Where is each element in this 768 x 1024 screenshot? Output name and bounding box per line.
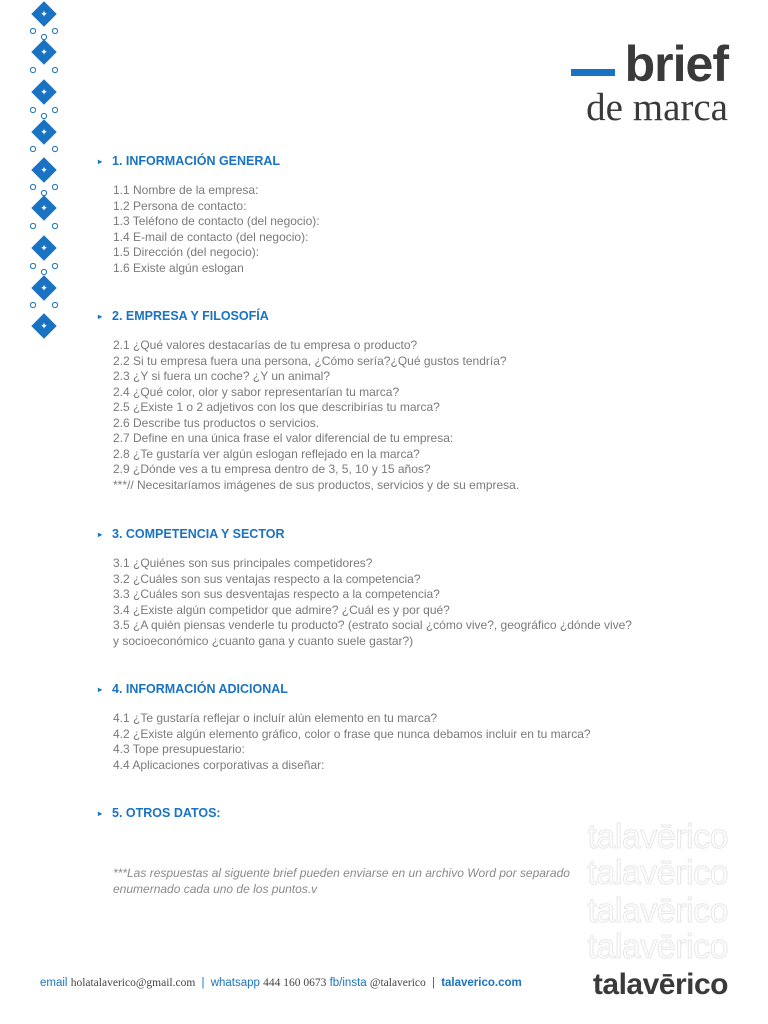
list-item: 1.3 Teléfono de contacto (del negocio):	[113, 214, 320, 228]
watermark-logo: talavērico	[587, 818, 728, 856]
section-items	[113, 711, 638, 773]
watermark-logo: talavērico	[587, 928, 728, 966]
star-icon: ✦	[40, 88, 48, 98]
list-item: 4.4 Aplicaciones corporativas a diseñar:	[113, 757, 325, 772]
list-item: 2.5 ¿Existe 1 o 2 adjetivos con los que describirías tu marca?	[113, 400, 440, 414]
list-item: 2.2 Si tu empresa fuera una persona, ¿Cómo sería?¿Qué gustos tendría?	[113, 353, 507, 368]
whatsapp-label: whatsapp	[210, 977, 260, 989]
list-item: 1.2 Persona de contacto:	[113, 198, 247, 213]
list-item: 3.2 ¿Cuáles son sus ventajas respecto a la competencia?	[113, 571, 421, 586]
ring-ornament-icon	[52, 223, 57, 228]
ring-ornament-icon	[52, 184, 57, 189]
list-item: 4.3 Tope presupuestario:	[113, 742, 245, 756]
section-heading: ▸ 3. COMPETENCIA Y SECTOR	[98, 527, 285, 541]
list-item: 3.5 ¿A quién piensas venderle tu producto? (estrato social ¿cómo vive?, geográfico ¿dónde vive? y socioeconómico ¿cuanto gana y cuanto suele gastar?)	[113, 618, 632, 648]
ring-ornament-icon	[30, 302, 35, 307]
list-item: 3.4 ¿Existe algún competidor que admire? ¿Cuál es y por qué?	[113, 602, 450, 617]
section-heading: ▸ 4. INFORMACIÓN ADICIONAL	[98, 682, 288, 696]
decorative-diamond-border	[30, 0, 58, 340]
list-item: ***// Necesitaríamos imágenes de sus productos, servicios y de su empresa.	[113, 477, 520, 492]
separator: |	[432, 977, 435, 989]
separator: |	[201, 977, 205, 989]
section-items	[113, 183, 638, 276]
ring-ornament-icon	[41, 190, 46, 195]
list-item: 1.6 Existe algún eslogan	[113, 260, 244, 275]
list-item: 1.5 Dirección (del negocio):	[113, 245, 260, 259]
list-item: 1.1 Nombre de la empresa:	[113, 183, 259, 197]
bullet-icon: ▸	[98, 156, 103, 166]
list-item: 3.3 ¿Cuáles son sus desventajas respecto a la competencia?	[113, 587, 440, 601]
ring-ornament-icon	[30, 146, 35, 151]
email-link[interactable]: holatalaverico@gmail.com	[70, 977, 196, 989]
ring-ornament-icon	[30, 184, 35, 189]
star-icon: ✦	[40, 322, 48, 332]
website-link[interactable]: talaverico.com	[441, 977, 522, 989]
section-2	[98, 307, 638, 493]
section-items	[113, 338, 638, 493]
list-item: 2.1 ¿Qué valores destacarías de tu empresa o producto?	[113, 338, 418, 352]
list-item: 1.4 E-mail de contacto (del negocio):	[113, 229, 309, 244]
ring-ornament-icon	[52, 107, 57, 112]
bullet-icon: ▸	[98, 684, 103, 694]
list-item: 3.1 ¿Quiénes son sus principales competidores?	[113, 556, 373, 570]
list-item: 2.3 ¿Y si fuera un coche? ¿Y un animal?	[113, 369, 331, 383]
header	[571, 38, 728, 128]
bullet-icon: ▸	[98, 311, 103, 321]
ring-ornament-icon	[30, 223, 35, 228]
star-icon: ✦	[40, 244, 48, 254]
watermark-logo: talavērico	[587, 892, 728, 930]
ring-ornament-icon	[30, 28, 35, 33]
bullet-icon: ▸	[98, 529, 103, 539]
star-icon: ✦	[40, 128, 48, 138]
ring-ornament-icon	[41, 34, 46, 39]
social-label: fb/insta	[329, 977, 367, 989]
contact-footer	[40, 977, 522, 989]
star-icon: ✦	[40, 284, 48, 294]
title-de-marca: de marca	[586, 86, 728, 129]
ring-ornament-icon	[41, 113, 46, 118]
section-heading: ▸ 1. INFORMACIÓN GENERAL	[98, 154, 281, 168]
ring-ornament-icon	[30, 67, 35, 72]
ring-ornament-icon	[52, 146, 57, 151]
footnote: ***Las respuestas al siguente brief pueden enviarse en un archivo Word por separado enumernado cada uno de los puntos.v	[113, 866, 570, 896]
ring-ornament-icon	[30, 263, 35, 268]
ring-ornament-icon	[52, 302, 57, 307]
ring-ornament-icon	[41, 269, 46, 274]
brand-logo: talavērico	[592, 968, 728, 1001]
whatsapp-number[interactable]: 444 160 0673	[263, 977, 327, 989]
ring-ornament-icon	[52, 67, 57, 72]
email-label: email	[40, 977, 68, 989]
title-brief: brief	[624, 36, 728, 92]
list-item: 4.2 ¿Existe algún elemento gráfico, color o frase que nunca debamos incluir en tu marca?	[113, 726, 591, 741]
section-heading: ▸ 2. EMPRESA Y FILOSOFÍA	[98, 309, 269, 323]
section-4	[98, 680, 638, 773]
list-item: 4.1 ¿Te gustaría reflejar o incluír alún elemento en tu marca?	[113, 711, 438, 725]
section-3	[98, 525, 638, 649]
star-icon: ✦	[40, 10, 48, 20]
watermark-logo: talavērico	[587, 854, 728, 892]
list-item: 2.6 Describe tus productos o servicios.	[113, 415, 320, 430]
list-item: 2.8 ¿Te gustaría ver algún eslogan reflejado en la marca?	[113, 446, 420, 461]
ring-ornament-icon	[52, 263, 57, 268]
section-heading: ▸ 5. OTROS DATOS:	[98, 806, 221, 820]
star-icon: ✦	[40, 48, 48, 58]
ring-ornament-icon	[52, 28, 57, 33]
star-icon: ✦	[40, 166, 48, 176]
list-item: 2.4 ¿Qué color, olor y sabor representarían tu marca?	[113, 384, 400, 399]
section-1	[98, 152, 638, 276]
section-items	[113, 556, 638, 649]
social-handle[interactable]: @talaverico	[369, 977, 426, 989]
accent-bar	[571, 69, 615, 76]
list-item: 2.9 ¿Dónde ves a tu empresa dentro de 3, 5, 10 y 15 años?	[113, 462, 431, 476]
ring-ornament-icon	[30, 107, 35, 112]
star-icon: ✦	[40, 204, 48, 214]
bullet-icon: ▸	[98, 808, 103, 818]
list-item: 2.7 Define en una única frase el valor diferencial de tu empresa:	[113, 431, 454, 445]
